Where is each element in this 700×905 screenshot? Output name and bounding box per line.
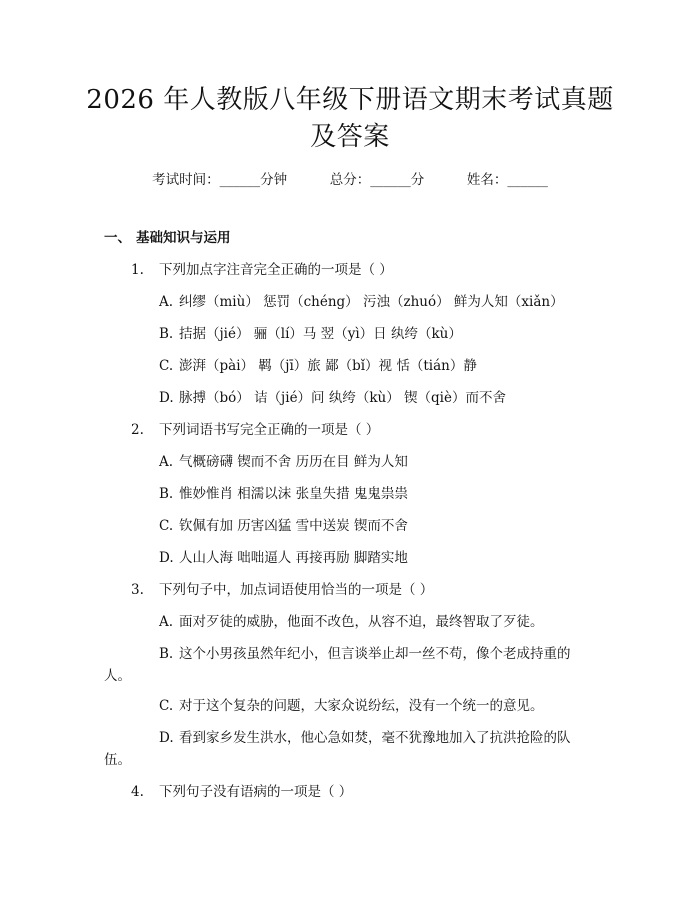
option-label: B. <box>159 486 174 502</box>
question-2-option-c <box>159 516 408 536</box>
option-label: D. <box>159 390 174 406</box>
question-text: 下列词语书写完全正确的一项是（ ） <box>159 422 380 438</box>
question-1-option-b <box>159 324 462 344</box>
option-label: B. <box>159 646 174 662</box>
question-number: 2. <box>131 422 144 438</box>
option-text: 澎湃（pài） 羁（jī）旅 鄙（bǐ）视 恬（tián）静 <box>179 358 477 374</box>
option-label: A. <box>159 614 174 630</box>
option-text: 惟妙惟肖 相濡以沫 张皇失措 鬼鬼祟祟 <box>179 486 408 502</box>
question-1-option-d <box>159 388 506 408</box>
question-number: 1. <box>131 262 144 278</box>
option-label: D. <box>159 550 174 566</box>
question-text: 下列句子没有语病的一项是（ ） <box>159 784 353 800</box>
option-text: 气概磅礴 锲而不舍 历历在目 鲜为人知 <box>179 454 408 470</box>
name-label: 姓名： <box>466 172 508 188</box>
question-4 <box>131 782 352 802</box>
question-number: 4. <box>131 784 144 800</box>
option-label: C. <box>159 518 174 534</box>
option-text: 纠缪（miù） 惩罚（chéng） 污浊（zhuó） 鲜为人知（xiǎn） <box>179 294 564 310</box>
question-1-option-a <box>159 292 564 312</box>
score-label: 总分： <box>329 172 371 188</box>
option-text: 对于这个复杂的问题，大家众说纷纭，没有一个统一的意见。 <box>179 698 544 714</box>
time-unit: 分钟 <box>260 172 288 188</box>
option-text: 钦佩有加 历害凶猛 雪中送炭 锲而不舍 <box>179 518 408 534</box>
score-unit: 分 <box>410 172 425 188</box>
question-2-option-a <box>159 452 408 472</box>
section-title: 基础知识与运用 <box>136 230 231 246</box>
question-3-option-d <box>159 728 571 748</box>
question-3-option-c <box>159 696 544 716</box>
option-label: A. <box>159 294 174 310</box>
option-text: 人山人海 咄咄逼人 再接再励 脚踏实地 <box>179 550 408 566</box>
question-2-option-d <box>159 548 408 568</box>
option-label: A. <box>159 454 174 470</box>
question-3-option-b <box>159 644 571 664</box>
question-1-option-c <box>159 356 477 376</box>
option-label: C. <box>159 698 174 714</box>
time-blank[interactable]: ______ <box>219 172 261 188</box>
section-heading <box>104 228 231 248</box>
option-text-continuation: 伍。 <box>104 752 131 768</box>
question-text: 下列句子中，加点词语使用恰当的一项是（ ） <box>159 582 434 598</box>
question-2 <box>131 420 379 440</box>
option-label: D. <box>159 730 174 746</box>
option-text: 看到家乡发生洪水，他心急如焚，毫不犹豫地加入了抗洪抢险的队 <box>179 730 571 746</box>
document-title-line-2: 及答案 <box>310 122 390 152</box>
score-blank[interactable]: ______ <box>370 172 411 188</box>
option-label: B. <box>159 326 174 342</box>
question-1 <box>131 260 393 280</box>
section-number: 一、 <box>104 230 131 246</box>
time-label: 考试时间： <box>152 172 220 188</box>
question-number: 3. <box>131 582 144 598</box>
option-text: 拮据（jié） 骊（lí）马 翌（yì）日 纨绔（kù） <box>179 326 462 342</box>
question-text: 下列加点字注音完全正确的一项是（ ） <box>159 262 393 278</box>
option-text: 这个小男孩虽然年纪小，但言谈举止却一丝不苟，像个老成持重的 <box>179 646 571 662</box>
document-title-line-1: 2026 年人教版八年级下册语文期末考试真题 <box>86 85 614 115</box>
question-3-option-a <box>159 612 544 632</box>
option-text-continuation: 人。 <box>104 668 131 684</box>
option-text: 脉搏（bó） 诘（jié）问 纨绔（kù） 锲（qiè）而不舍 <box>179 390 506 406</box>
option-label: C. <box>159 358 174 374</box>
option-text: 面对歹徒的威胁，他面不改色，从容不迫，最终智取了歹徒。 <box>179 614 544 630</box>
question-3 <box>131 580 433 600</box>
exam-info <box>0 168 700 188</box>
question-2-option-b <box>159 484 408 504</box>
name-blank[interactable]: ______ <box>507 172 548 188</box>
